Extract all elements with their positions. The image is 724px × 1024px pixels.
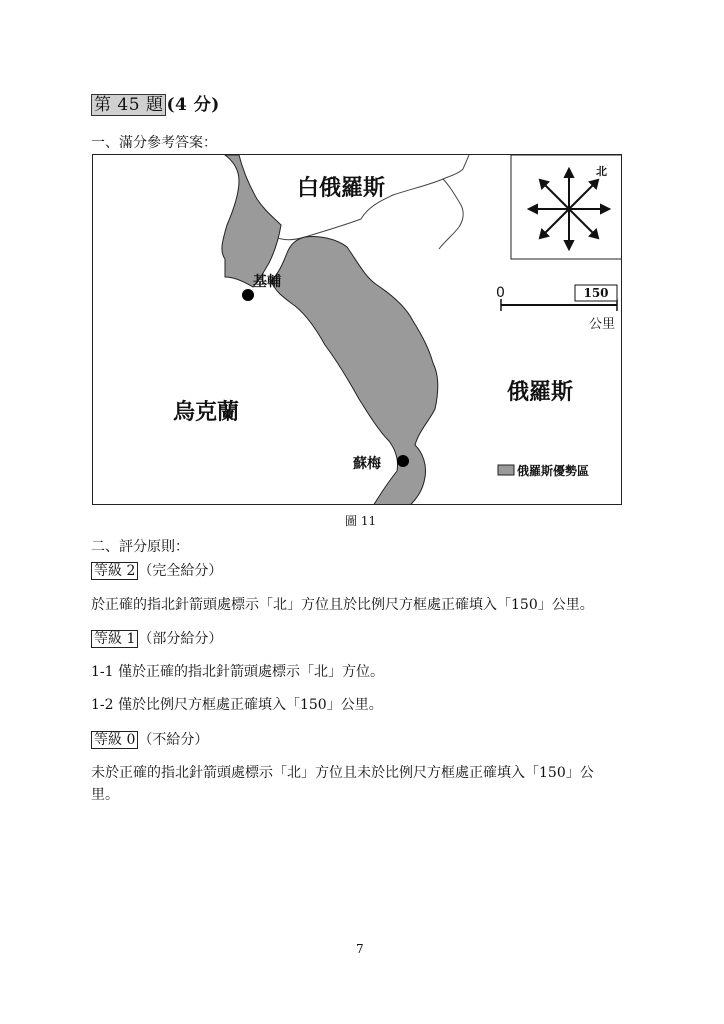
grade-1-desc: （部分給分） [138,631,223,647]
label-scale-zero: 0 [496,285,505,301]
grade-0-header [91,729,208,749]
grade-2-label: 等級 2 [91,562,138,580]
grade-2-header [91,560,222,580]
figure-caption: 圖 11 [345,514,377,528]
grade-2-desc: （完全給分） [138,563,223,579]
sumy-dot [397,455,409,467]
label-belarus: 白俄羅斯 [297,176,386,201]
page-number: 7 [356,942,364,956]
grade-1-line-2: 1-2 僅於比例尺方框處正確填入「150」公里。 [91,697,383,713]
label-scale-value: 150 [583,286,609,300]
question-title [91,90,220,115]
grade-0-label: 等級 0 [91,731,138,749]
legend-swatch [498,465,514,475]
label-kyiv: 基輔 [253,274,281,290]
grade-2-line-1: 於正確的指北針箭頭處標示「北」方位且於比例尺方框處正確填入「150」公里。 [91,597,594,613]
grade-0-line-1: 未於正確的指北針箭頭處標示「北」方位且未於比例尺方框處正確填入「150」公 [91,765,594,781]
grade-0-desc: （不給分） [138,732,209,748]
grade-1-header [91,628,222,648]
map-figure [92,154,622,505]
label-scale-unit: 公里 [589,317,616,332]
compass-arrows [529,169,609,249]
section2-heading: 二、評分原則： [91,539,189,555]
label-legend: 俄羅斯優勢區 [517,464,590,478]
question-score: (4 分) [166,95,220,115]
question-number: 第 45 題 [91,94,166,116]
label-russia: 俄羅斯 [507,380,574,405]
grade-0-line-2: 里。 [91,787,119,803]
label-ukraine: 烏克蘭 [173,400,240,425]
russia-advantage-region-west [222,155,281,287]
label-sumy: 蘇梅 [353,456,381,472]
section1-heading: 一、滿分參考答案： [91,135,217,151]
belarus-russia-border [439,179,463,249]
grade-1-label: 等級 1 [91,630,138,648]
grade-1-line-1: 1-1 僅於正確的指北針箭頭處標示「北」方位。 [91,664,384,680]
label-north: 北 [596,165,607,178]
